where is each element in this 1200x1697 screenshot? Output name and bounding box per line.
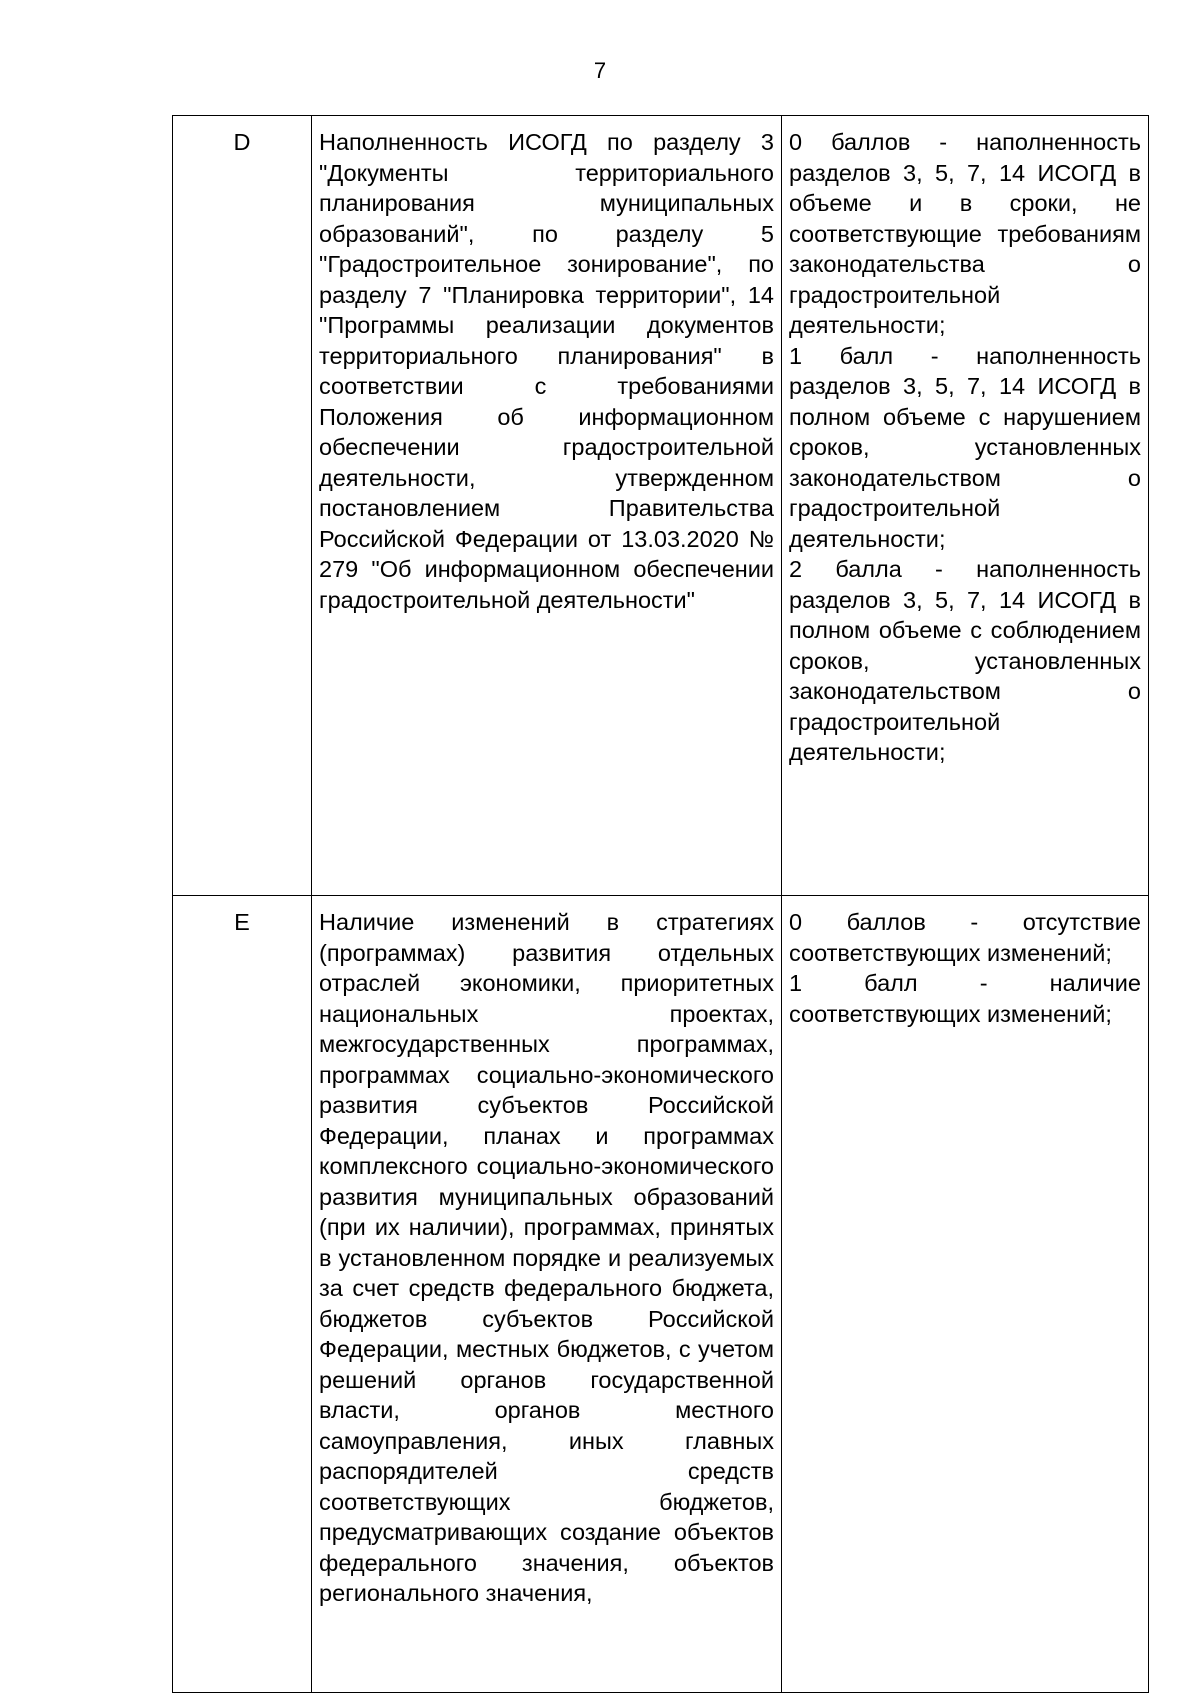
score-item: 2 балла - наполненность разделов 3, 5, 7, 14 ИСОГД в полном объеме с соблюдением сроков, установленных законодательством о градостроительной деятельности; — [789, 556, 1141, 765]
criteria-table — [172, 115, 1149, 1693]
criterion-scores — [782, 116, 1149, 896]
criterion-description: Наполненность ИСОГД по разделу 3 "Документы территориального планирования муниципальных образований", по разделу 5 "Градостроительное зонирование", по разделу 7 "Планировка территории", 14 "Программы реализации документов территориального планирования" в соответствии с требованиями Положения об информационном обеспечении градостроительной деятельности, утвержденном постановлением Правительства Российской Федерации от 13.03.2020 № 279 "Об информационном обеспечении градостроительной деятельности" — [312, 116, 782, 896]
score-item: 1 балл - наличие соответствующих изменений; — [789, 970, 1141, 1027]
criterion-scores — [782, 896, 1149, 1693]
score-item: 0 баллов - наполненность разделов 3, 5, 7, 14 ИСОГД в объеме и в сроки, не соответствующие требованиям законодательства о градостроительной деятельности; — [789, 129, 1141, 338]
table-row — [173, 116, 1149, 896]
score-item: 1 балл - наполненность разделов 3, 5, 7, 14 ИСОГД в полном объеме с нарушением сроков, установленных законодательством о градостроительной деятельности; — [789, 342, 1141, 552]
page-number: 7 — [593, 58, 607, 83]
criterion-code: E — [173, 896, 312, 1693]
score-item: 0 баллов - отсутствие соответствующих изменений; — [789, 909, 1141, 966]
criterion-code: D — [173, 116, 312, 896]
table-row — [173, 896, 1149, 1693]
criterion-description: Наличие изменений в стратегиях (программах) развития отдельных отраслей экономики, приоритетных национальных проектах, межгосударственных программах, программах социально-экономического развития субъектов Российской Федерации, планах и программах комплексного социально-экономического развития муниципальных образований (при их наличии), программах, принятых в установленном порядке и реализуемых за счет средств федерального бюджета, бюджетов субъектов Российской Федерации, местных бюджетов, с учетом решений органов государственной власти, органов местного самоуправления, иных главных распорядителей средств соответствующих бюджетов, предусматривающих создание объектов федерального значения, объектов регионального значения, — [312, 896, 782, 1693]
